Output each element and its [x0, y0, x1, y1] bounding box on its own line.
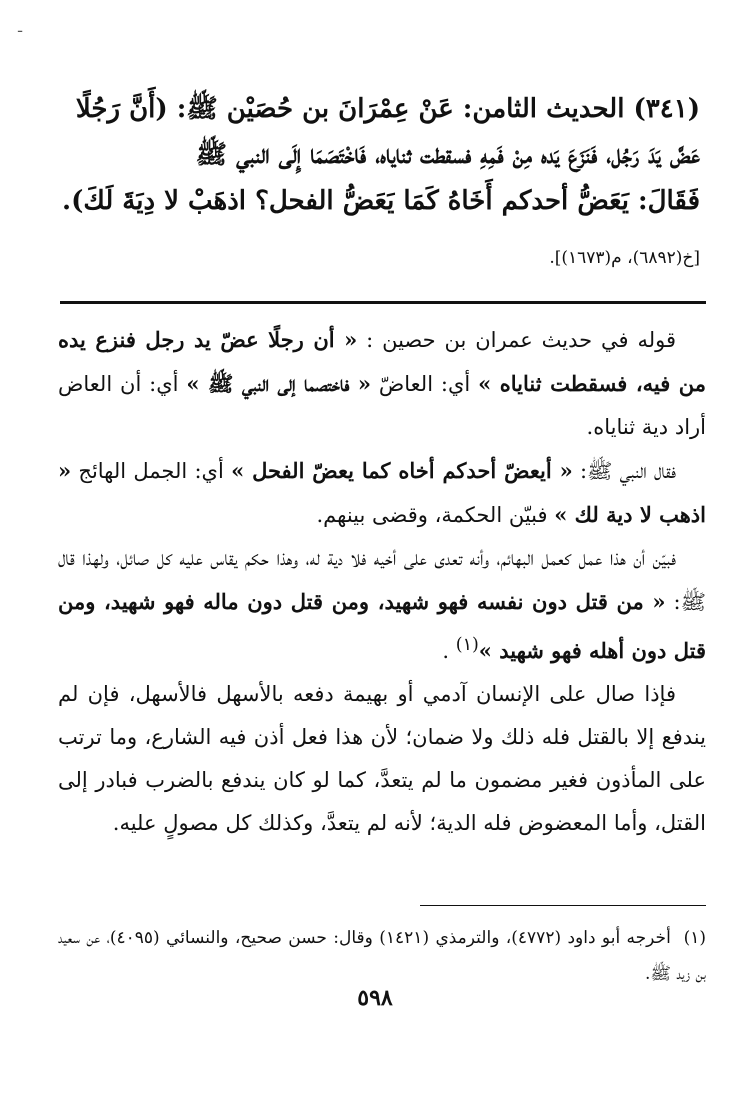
hadith-line-3: فَقَالَ: يَعَضُّ أحدكم أَخَاهُ كَمَا يَعَضُّ الفحل؟ اذهَبْ لا دِيَةَ لَكَ).	[62, 186, 700, 216]
commentary-text: .	[442, 639, 456, 663]
commentary	[58, 318, 706, 845]
commentary-text: أي: أن العاض أراد دية ثناياه.	[58, 372, 706, 439]
hadith-line-1: (٣٤١) الحديث الثامن: عَنْ عِمْرَانَ بن حُصَيْن ﷺ: (أَنَّ رَجُلًا	[75, 94, 700, 124]
footnotes	[58, 920, 706, 992]
hadith-quote: « من قتل دون نفسه فهو شهيد، ومن قتل دون ماله فهو شهيد، ومن قتل دون أهله فهو شهيد »	[58, 589, 706, 663]
commentary-paragraph-4: فإذا صال على الإنسان آدمي أو بهيمة دفعه بالأسهل فالأسهل، فإن لم يندفع إلا بالقتل فله ذلك ولا ضمان؛ لأن هذا فعل أذن فيه الشارع، وما ترتب على المأذون فغير مضمون ما لم يتعدَّ، كما لو كان يندفع بالضرب فبادر إلى القتل، وأما المعضوض فله الدية؛ لأنه لم يتعدَّ، وكذلك كل مصولٍ عليه.	[58, 682, 706, 835]
section-divider	[60, 301, 706, 304]
hadith-quote: « أيعضّ أحدكم أخاه كما يعضّ الفحل »	[231, 458, 573, 483]
hadith-quote: « فاختصما إلى النبي ﷺ »	[186, 371, 371, 396]
commentary-paragraph-1	[58, 318, 706, 449]
hadith-line-2: عَضَّ يَدَ رَجُل، فَنَزَعَ يَده مِنْ فَمِهِ فسقطت ثناياه، فَاخْتَصَمَا إِلَى النبي ﷺ	[195, 140, 700, 170]
commentary-paragraph-3	[58, 537, 706, 673]
commentary-paragraph-2	[58, 449, 706, 537]
corner-mark: ـ	[18, 20, 23, 36]
footnote-text: أخرجه أبو داود (٤٧٧٢)، والترمذي (١٤٢١) وقال: حسن صحيح، والنسائي (٤٠٩٥)، عن سعيد بن زيد ﷺ.	[58, 928, 706, 984]
hadith-quote: « أن رجلًا عضّ يد رجل فنزع يده من فيه، فسقطت ثناياه »	[58, 327, 707, 396]
commentary-text: فقال النبي ﷺ:	[572, 459, 676, 483]
hadith-text	[62, 86, 700, 224]
commentary-text: أي: العاضّ	[371, 372, 479, 396]
footnote-divider	[420, 905, 706, 906]
footnote-marker: (١)	[683, 928, 706, 948]
commentary-text: قوله في حديث عمران بن حصين :	[357, 328, 676, 352]
commentary-text: فبيّن الحكمة، وقضى بينهم.	[316, 503, 555, 527]
footnote-item	[58, 920, 706, 992]
commentary-text: فبيّن أن هذا عمل كعمل البهائم، وأنه تعدى على أخيه فلا دية له، وهذا حكم يقاس عليه كل صائل، ولهذا قال ﷺ:	[58, 546, 706, 614]
hadith-quote: « اذهب لا دية لك »	[58, 458, 706, 527]
hadith-citation: [خ(٦٨٩٢)، م(١٦٧٣)].	[549, 248, 700, 268]
footnote-reference[interactable]: (١)	[455, 635, 479, 655]
commentary-text: أي: الجمل الهائج	[71, 459, 232, 483]
page-number: ٥٩٨	[357, 985, 393, 1011]
